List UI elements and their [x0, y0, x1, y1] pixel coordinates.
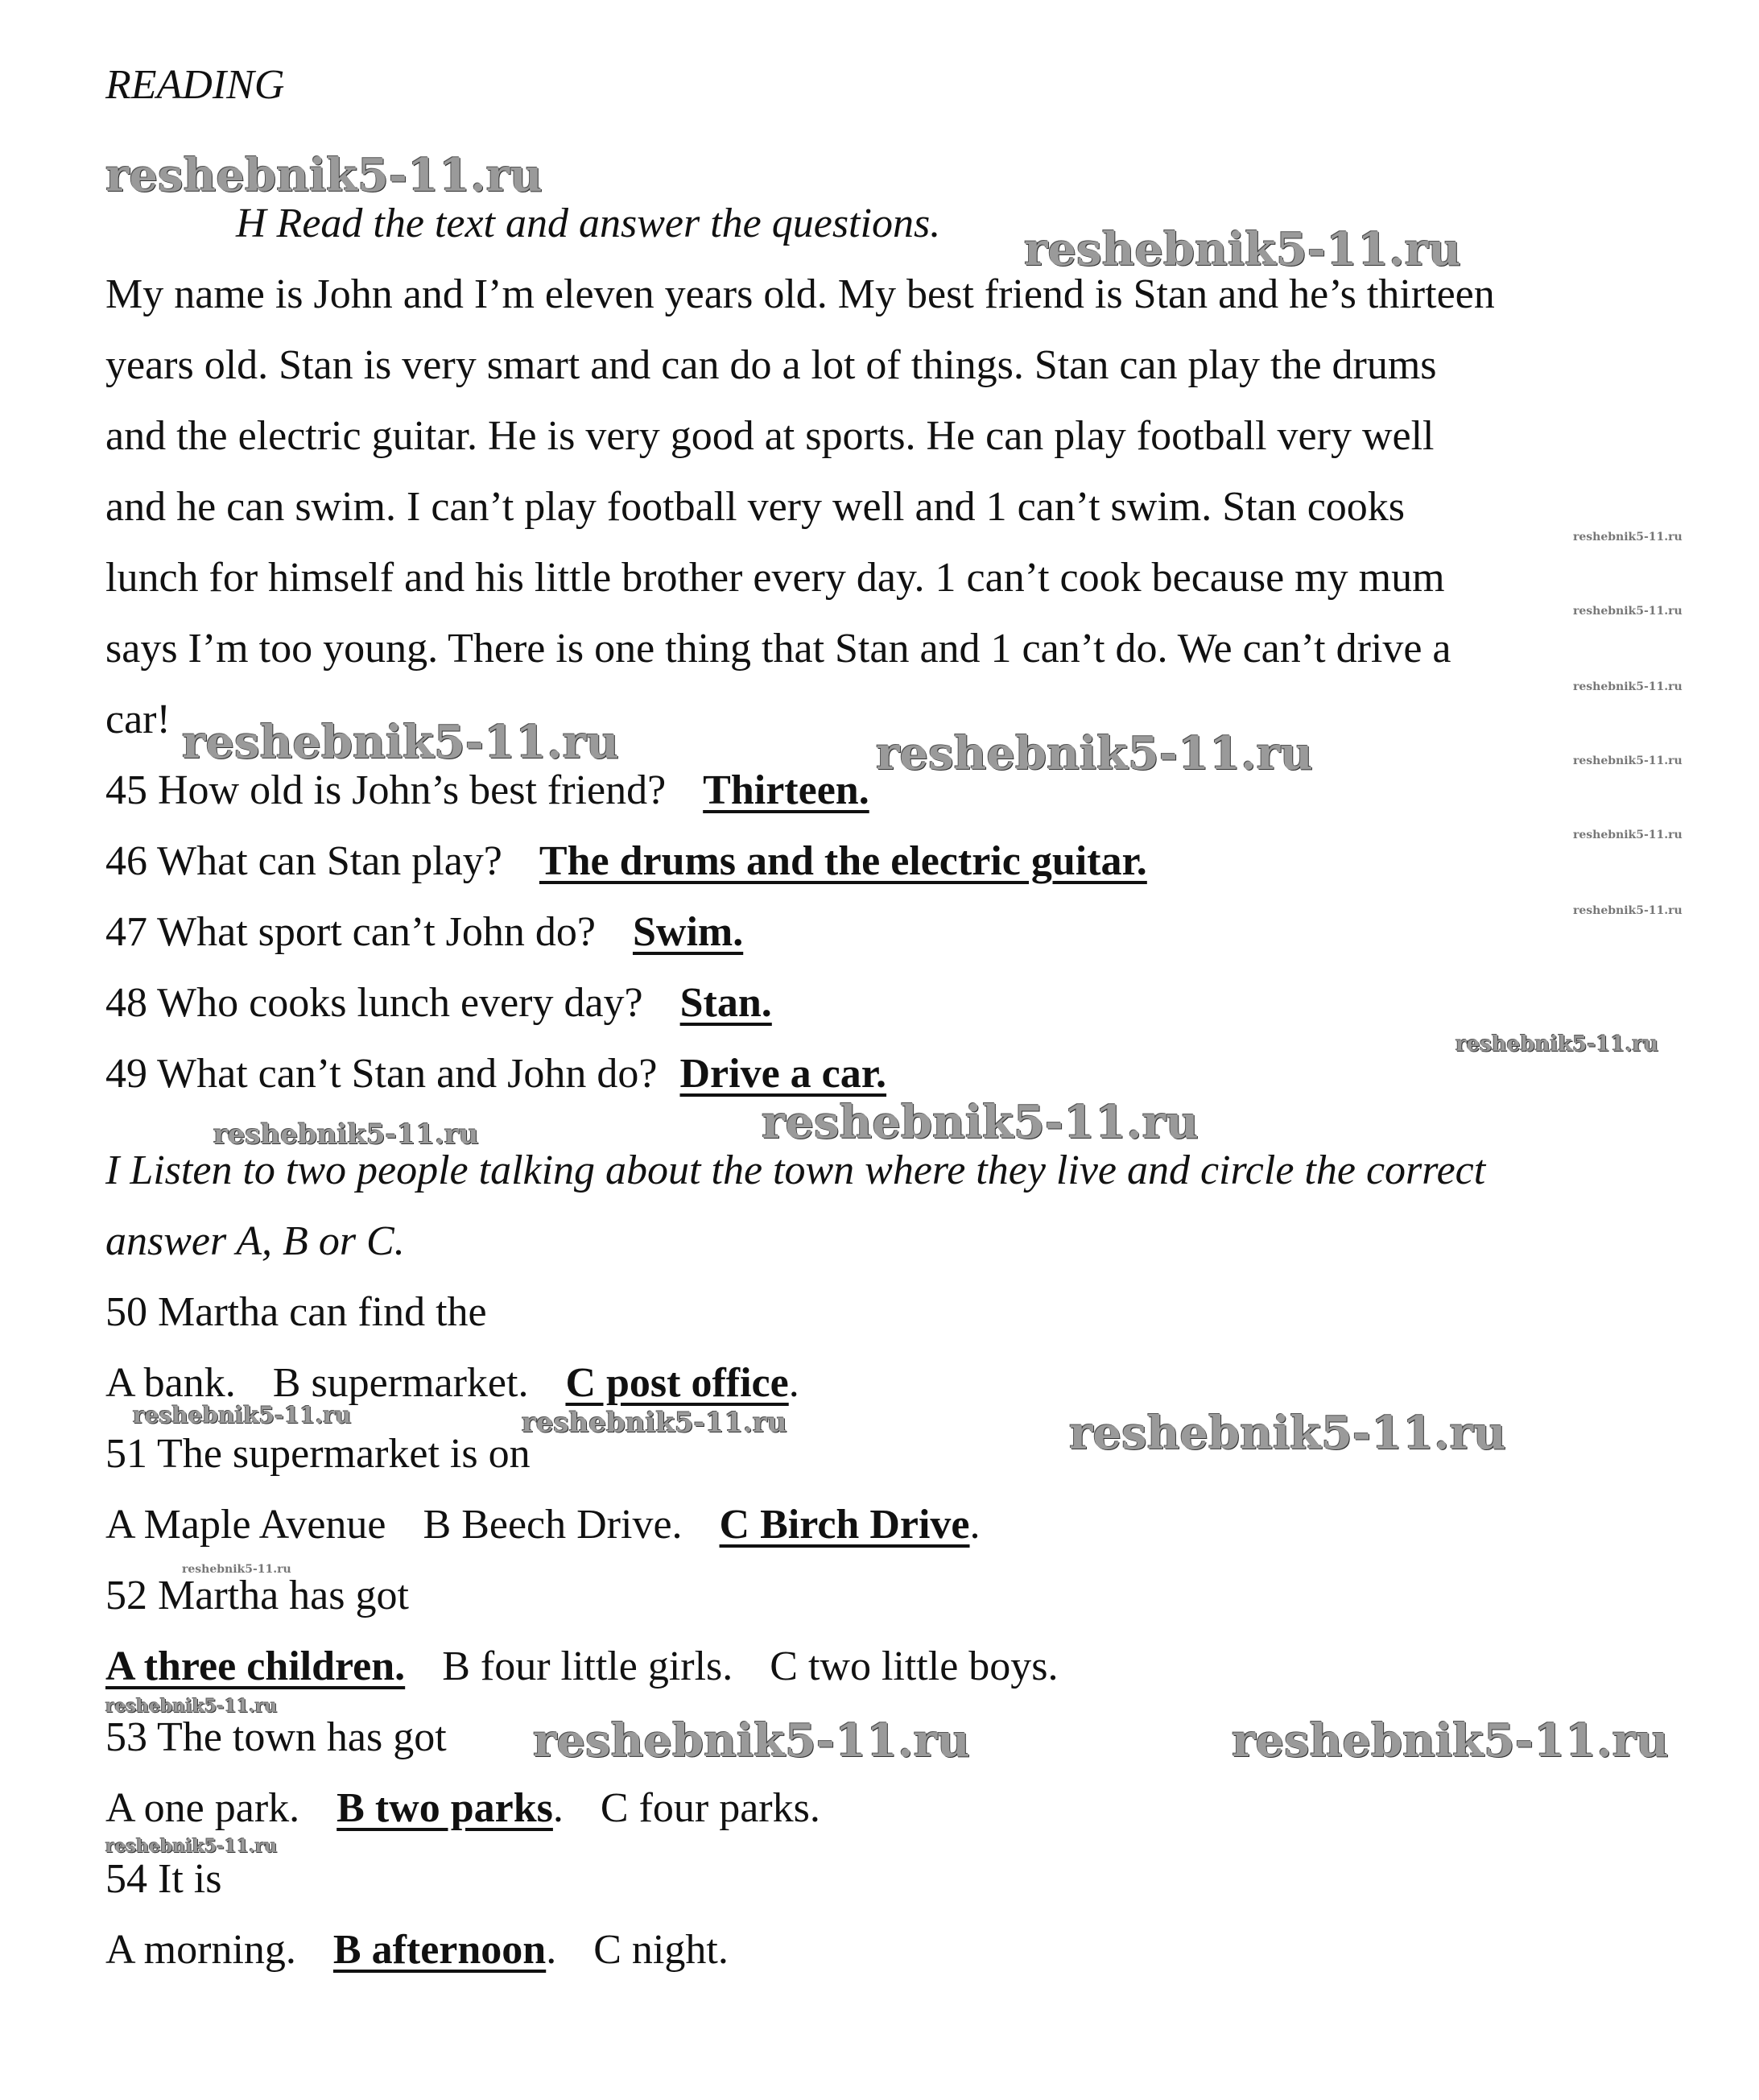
text-line: and the electric guitar. He is very good at sports. He can play football very well [105, 413, 1435, 459]
item-51-question: 51 The supermarket is on [105, 1431, 531, 1477]
watermark: reshebnik5-11.ru [105, 1696, 278, 1717]
watermark: reshebnik5-11.ru [1232, 1714, 1669, 1767]
watermark: reshebnik5-11.ru [762, 1096, 1199, 1149]
answer-text: Thirteen. [703, 767, 869, 813]
watermark: reshebnik5-11.ru [1024, 223, 1461, 276]
item-50-options [105, 1362, 799, 1404]
text-line: My name is John and I’m eleven years old. My best friend is Stan and he’s thirteen [105, 271, 1495, 317]
section-title: READING [105, 62, 285, 108]
question-45 [105, 767, 869, 813]
item-50-question: 50 Martha can find the [105, 1289, 487, 1335]
text-line: lunch for himself and his little brother every day. 1 can’t cook because my mum [105, 555, 1445, 601]
question-text: 45 How old is John’s best friend? [105, 767, 667, 813]
watermark: reshebnik5-11.ru [1573, 904, 1683, 917]
watermark: reshebnik5-11.ru [522, 1407, 787, 1439]
question-48 [105, 982, 772, 1024]
option-a: A bank. [105, 1360, 236, 1406]
watermark: reshebnik5-11.ru [182, 1563, 291, 1576]
watermark: reshebnik5-11.ru [876, 727, 1313, 780]
watermark: reshebnik5-11.ru [1573, 680, 1683, 693]
question-text: 47 What sport can’t John do? [105, 909, 596, 955]
watermark: reshebnik5-11.ru [1573, 531, 1683, 544]
text-line: years old. Stan is very smart and can do a lot of things. Stan can play the drums [105, 342, 1437, 388]
task-i-instruction: I Listen to two people talking about the town where they live and circle the correct [105, 1147, 1486, 1193]
watermark: reshebnik5-11.ru [133, 1402, 352, 1428]
option-c-correct: C Birch Drive [719, 1502, 970, 1548]
watermark: reshebnik5-11.ru [1573, 829, 1683, 841]
question-text: 46 What can Stan play? [105, 838, 502, 884]
item-54-options [105, 1929, 729, 1971]
task-i-instruction-cont: answer A, B or C. [105, 1218, 405, 1264]
question-49 [105, 1053, 886, 1095]
item-51-options [105, 1504, 981, 1546]
option-a-correct: A three children. [105, 1643, 406, 1689]
watermark: reshebnik5-11.ru [1456, 1032, 1659, 1056]
option-a: A Maple Avenue [105, 1502, 386, 1548]
question-46 [105, 838, 1147, 884]
question-text: 48 Who cooks lunch every day? [105, 980, 643, 1026]
option-suffix: . [552, 1785, 564, 1831]
option-b-correct: B two parks [337, 1785, 553, 1831]
watermark: reshebnik5-11.ru [105, 1836, 278, 1857]
text-line: car! [105, 697, 171, 742]
option-b-correct: B afternoon [332, 1927, 547, 1973]
text-line: says I’m too young. There is one thing that Stan and 1 can’t do. We can’t drive a [105, 626, 1451, 672]
option-c: C two little boys. [770, 1643, 1059, 1689]
option-suffix: . [788, 1360, 799, 1406]
answer-text: The drums and the electric guitar. [539, 838, 1147, 884]
option-b: B Beech Drive. [423, 1502, 683, 1548]
option-c-correct: C post office [565, 1360, 789, 1406]
answer-text: Drive a car. [679, 1051, 887, 1097]
text-line: and he can swim. I can’t play football very well and 1 can’t swim. Stan cooks [105, 484, 1406, 530]
option-a: A morning. [105, 1927, 296, 1973]
watermark: reshebnik5-11.ru [213, 1118, 479, 1151]
item-54-question: 54 It is [105, 1856, 222, 1902]
option-suffix: . [969, 1502, 981, 1548]
answer-text: Stan. [679, 980, 772, 1026]
task-h-instruction: H Read the text and answer the questions. [236, 200, 941, 246]
option-suffix: . [546, 1927, 557, 1973]
option-c: C night. [593, 1927, 729, 1973]
item-53-question: 53 The town has got [105, 1714, 447, 1760]
question-text: 49 What can’t Stan and John do? [105, 1051, 658, 1097]
item-53-options [105, 1785, 820, 1831]
watermark: reshebnik5-11.ru [182, 716, 619, 769]
watermark: reshebnik5-11.ru [1573, 605, 1683, 618]
watermark: reshebnik5-11.ru [1573, 754, 1683, 767]
question-47 [105, 909, 744, 955]
option-a: A one park. [105, 1785, 300, 1831]
answer-text: Swim. [632, 909, 744, 955]
watermark: reshebnik5-11.ru [1069, 1407, 1506, 1460]
option-c: C four parks. [600, 1785, 820, 1831]
item-52-question: 52 Martha has got [105, 1573, 409, 1618]
option-b: B four little girls. [442, 1643, 733, 1689]
item-52-options [105, 1643, 1059, 1689]
watermark: reshebnik5-11.ru [533, 1714, 970, 1767]
option-b: B supermarket. [272, 1360, 529, 1406]
watermark: reshebnik5-11.ru [105, 149, 543, 202]
